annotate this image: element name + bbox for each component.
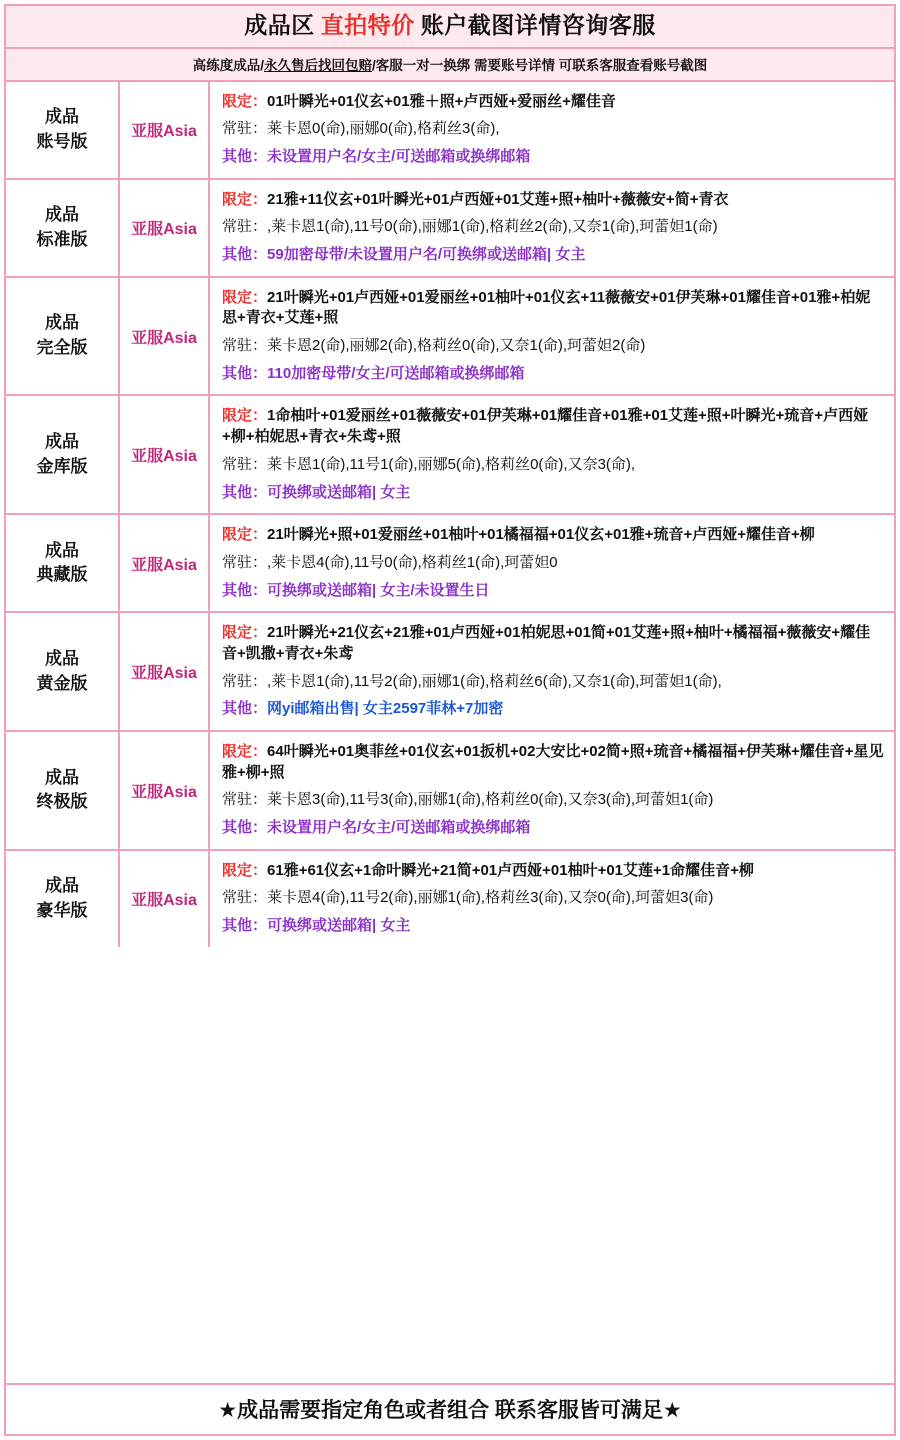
limited-line <box>222 406 884 447</box>
product-name-line1: 成品 <box>45 540 79 560</box>
product-name-line1: 成品 <box>45 432 79 452</box>
server-cell: 亚服Asia <box>120 515 210 611</box>
server-cell: 亚服Asia <box>120 851 210 947</box>
product-name-cell <box>6 396 120 513</box>
permanent-value: 莱卡恩0(命),丽娜0(命),格莉丝3(命), <box>267 120 500 138</box>
product-table <box>6 82 894 1383</box>
other-value: 可换绑或送邮箱| 女主 <box>267 483 411 501</box>
limited-line <box>222 742 884 783</box>
other-line <box>222 581 884 602</box>
permanent-line <box>222 336 884 357</box>
product-name-line1: 成品 <box>45 649 79 669</box>
permanent-value: 莱卡恩1(命),11号1(命),丽娜5(命),格莉丝0(命),又奈3(命), <box>267 455 636 473</box>
product-name-cell <box>6 613 120 730</box>
limited-value: 21雅+11仪玄+01叶瞬光+01卢西娅+01艾莲+照+柚叶+薇薇安+简+青衣 <box>267 190 729 208</box>
server-cell: 亚服Asia <box>120 613 210 730</box>
permanent-value: ,莱卡恩1(命),11号0(命),丽娜1(命),格莉丝2(命),又奈1(命),珂蕾妲1(命) <box>267 218 718 236</box>
table-row <box>6 180 894 278</box>
table-row <box>6 515 894 613</box>
title-accent: 直拍特价 <box>320 12 415 38</box>
limited-value: 01叶瞬光+01仪玄+01雅＋照+卢西娅+爱丽丝+耀佳音 <box>267 92 616 110</box>
permanent-line <box>222 119 884 140</box>
product-name-cell <box>6 732 120 849</box>
permanent-line <box>222 672 884 693</box>
limited-value: 64叶瞬光+01奥菲丝+01仪玄+01扳机+02大安比+02简+照+琉音+橘福福+伊芙琳+耀佳音+星见雅+柳+照 <box>222 743 884 781</box>
product-name-line2: 完全版 <box>36 338 88 358</box>
table-row <box>6 732 894 851</box>
limited-label: 限定： <box>222 92 268 110</box>
product-name-line1: 成品 <box>45 205 79 225</box>
other-label: 其他： <box>222 917 268 935</box>
other-value: 未设置用户名/女主/可送邮箱或换绑邮箱 <box>267 819 531 837</box>
limited-label: 限定： <box>222 407 268 425</box>
other-value: 可换绑或送邮箱| 女主/未设置生日 <box>267 581 490 599</box>
product-name-cell <box>6 180 120 276</box>
permanent-label: 常驻： <box>222 889 268 907</box>
other-line <box>222 916 884 937</box>
permanent-value: 莱卡恩3(命),11号3(命),丽娜1(命),格莉丝0(命),又奈3(命),珂蕾妲1(命) <box>267 791 714 809</box>
permanent-line <box>222 888 884 909</box>
detail-cell <box>210 180 894 276</box>
permanent-value: ,莱卡恩4(命),11号0(命),格莉丝1(命),珂蕾妲0 <box>267 553 558 571</box>
limited-line <box>222 623 884 664</box>
limited-label: 限定： <box>222 861 268 879</box>
permanent-label: 常驻： <box>222 218 268 236</box>
other-value: 59加密母带/未设置用户名/可换绑或送邮箱| 女主 <box>267 246 586 264</box>
other-line <box>222 818 884 839</box>
permanent-line <box>222 217 884 238</box>
other-line <box>222 245 884 266</box>
permanent-value: 莱卡恩2(命),丽娜2(命),格莉丝0(命),又奈1(命),珂蕾妲2(命) <box>267 337 646 355</box>
product-name-line1: 成品 <box>45 767 79 787</box>
subtitle-right: /客服一对一换绑 需要账号详情 可联系客服查看账号截图 <box>372 57 708 73</box>
permanent-label: 常驻： <box>222 120 268 138</box>
server-cell: 亚服Asia <box>120 396 210 513</box>
other-line <box>222 364 884 385</box>
other-value: 110加密母带/女主/可送邮箱或换绑邮箱 <box>267 364 525 382</box>
other-label: 其他： <box>222 147 268 165</box>
table-row <box>6 82 894 180</box>
other-value: 可换绑或送邮箱| 女主 <box>267 917 411 935</box>
limited-value: 21叶瞬光+01卢西娅+01爱丽丝+01柚叶+01仪玄+11薇薇安+01伊芙琳+01耀佳音+01雅+柏妮思+青衣+艾莲+照 <box>222 288 871 327</box>
other-label: 其他： <box>222 246 268 264</box>
limited-label: 限定： <box>222 526 268 544</box>
table-row <box>6 613 894 732</box>
other-line <box>222 147 884 168</box>
product-name-cell <box>6 851 120 947</box>
limited-label: 限定： <box>222 624 268 642</box>
other-line <box>222 699 884 720</box>
detail-cell <box>210 732 894 849</box>
product-name-cell <box>6 278 120 395</box>
other-value: 未设置用户名/女主/可送邮箱或换绑邮箱 <box>267 147 531 165</box>
table-row <box>6 396 894 515</box>
title-part1: 成品区 <box>244 12 315 38</box>
product-name-line2: 金库版 <box>36 456 88 476</box>
detail-cell <box>210 515 894 611</box>
server-cell: 亚服Asia <box>120 278 210 395</box>
product-name-line2: 标准版 <box>36 229 88 249</box>
limited-value: 1命柚叶+01爱丽丝+01薇薇安+01伊芙琳+01耀佳音+01雅+01艾莲+照+叶瞬光+琉音+卢西娅+柳+柏妮思+青衣+朱鸢+照 <box>222 407 869 446</box>
limited-value: 61雅+61仪玄+1命叶瞬光+21简+01卢西娅+01柚叶+01艾莲+1命耀佳音+柳 <box>267 861 754 879</box>
table-row <box>6 278 894 397</box>
limited-line <box>222 288 884 329</box>
table-row <box>6 851 894 947</box>
other-label: 其他： <box>222 364 268 382</box>
detail-cell <box>210 396 894 513</box>
other-label: 其他： <box>222 581 268 599</box>
product-name-cell <box>6 82 120 178</box>
product-name-line2: 终极版 <box>36 792 88 812</box>
subtitle-left: 高练度成品/ <box>192 57 264 73</box>
subtitle-bar <box>6 49 894 82</box>
permanent-label: 常驻： <box>222 672 268 690</box>
permanent-line <box>222 455 884 476</box>
server-cell: 亚服Asia <box>120 732 210 849</box>
detail-cell <box>210 851 894 947</box>
limited-line <box>222 861 884 882</box>
limited-value: 21叶瞬光+21仪玄+21雅+01卢西娅+01柏妮思+01简+01艾莲+照+柚叶+橘福福+薇薇安+耀佳音+凯撒+青衣+朱鸢 <box>222 624 871 662</box>
detail-cell <box>210 278 894 395</box>
limited-line <box>222 525 884 546</box>
limited-line <box>222 92 884 113</box>
price-table-frame <box>4 4 896 1436</box>
limited-label: 限定： <box>222 288 268 306</box>
title-part2: 账户截图详情咨询客服 <box>420 12 656 38</box>
permanent-line <box>222 790 884 811</box>
permanent-label: 常驻： <box>222 337 268 355</box>
subtitle-underlined: 永久售后找回包赔 <box>264 57 372 73</box>
product-name-line1: 成品 <box>45 876 79 896</box>
other-label: 其他： <box>222 483 268 501</box>
page-title <box>6 6 894 49</box>
detail-cell <box>210 613 894 730</box>
limited-label: 限定： <box>222 190 268 208</box>
product-name-cell <box>6 515 120 611</box>
product-name-line1: 成品 <box>45 106 79 126</box>
other-label: 其他： <box>222 700 268 718</box>
server-cell: 亚服Asia <box>120 180 210 276</box>
permanent-label: 常驻： <box>222 553 268 571</box>
server-cell: 亚服Asia <box>120 82 210 178</box>
other-line <box>222 483 884 504</box>
permanent-value: ,莱卡恩1(命),11号2(命),丽娜1(命),格莉丝6(命),又奈1(命),珂蕾妲1(命), <box>267 672 722 690</box>
permanent-value: 莱卡恩4(命),11号2(命),丽娜1(命),格莉丝3(命),又奈0(命),珂蕾妲3(命) <box>267 889 714 907</box>
product-name-line2: 黄金版 <box>36 673 88 693</box>
other-value: 网yi邮箱出售| 女主2597菲林+7加密 <box>267 700 504 718</box>
product-name-line2: 账号版 <box>36 131 88 151</box>
product-name-line1: 成品 <box>45 313 79 333</box>
limited-line <box>222 190 884 211</box>
product-name-line2: 典藏版 <box>36 565 88 585</box>
limited-label: 限定： <box>222 743 268 761</box>
limited-value: 21叶瞬光+照+01爱丽丝+01柚叶+01橘福福+01仪玄+01雅+琉音+卢西娅+耀佳音+柳 <box>267 526 815 544</box>
permanent-line <box>222 553 884 574</box>
product-name-line2: 豪华版 <box>36 900 88 920</box>
footer-note: ★成品需要指定角色或者组合 联系客服皆可满足★ <box>6 1383 894 1434</box>
detail-cell <box>210 82 894 178</box>
permanent-label: 常驻： <box>222 455 268 473</box>
permanent-label: 常驻： <box>222 791 268 809</box>
other-label: 其他： <box>222 819 268 837</box>
